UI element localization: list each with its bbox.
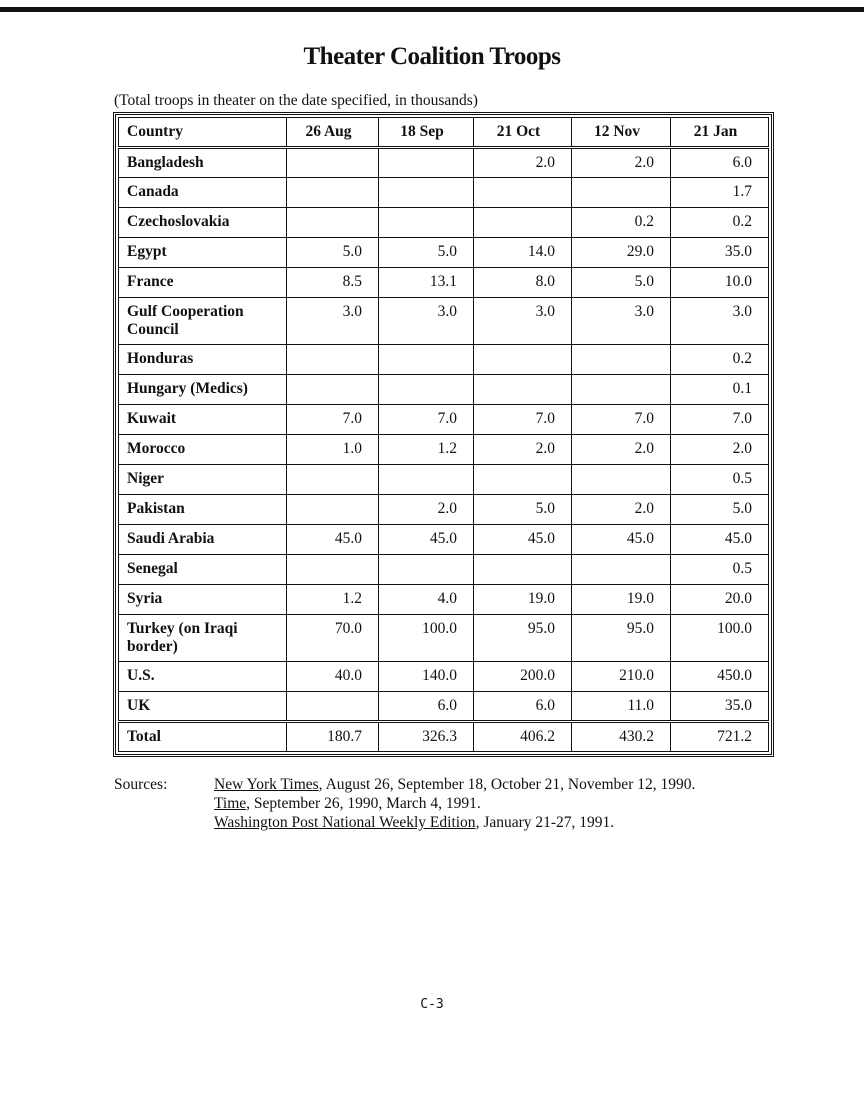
value-cell: 200.0 — [474, 662, 572, 692]
country-cell: Senegal — [119, 555, 287, 585]
value-cell: 7.0 — [287, 405, 379, 435]
value-cell: 0.1 — [671, 375, 769, 405]
table-row — [119, 405, 769, 435]
country-cell: Turkey (on Iraqi border) — [119, 615, 287, 662]
value-cell: 8.5 — [287, 268, 379, 298]
value-cell — [379, 375, 474, 405]
column-header-date: 26 Aug — [287, 118, 379, 148]
value-cell — [287, 178, 379, 208]
page-title: Theater Coalition Troops — [303, 43, 561, 70]
value-cell: 7.0 — [572, 405, 671, 435]
value-cell — [379, 148, 474, 178]
value-cell: 1.0 — [287, 435, 379, 465]
country-cell: Total — [119, 722, 287, 752]
country-cell: Morocco — [119, 435, 287, 465]
value-cell — [572, 375, 671, 405]
country-cell: Gulf Cooperation Council — [119, 298, 287, 345]
value-cell: 2.0 — [572, 148, 671, 178]
value-cell — [474, 178, 572, 208]
value-cell — [474, 375, 572, 405]
value-cell: 10.0 — [671, 268, 769, 298]
value-cell: 7.0 — [474, 405, 572, 435]
value-cell: 100.0 — [379, 615, 474, 662]
value-cell — [287, 465, 379, 495]
value-cell: 3.0 — [287, 298, 379, 345]
value-cell — [379, 208, 474, 238]
value-cell: 140.0 — [379, 662, 474, 692]
table-row — [119, 148, 769, 178]
table-row — [119, 178, 769, 208]
value-cell: 5.0 — [474, 495, 572, 525]
value-cell: 3.0 — [474, 298, 572, 345]
value-cell: 3.0 — [379, 298, 474, 345]
table-caption: (Total troops in theater on the date specified, in thousands) — [114, 92, 478, 109]
value-cell: 0.2 — [572, 208, 671, 238]
table-row — [119, 375, 769, 405]
source-publication: New York Times — [214, 776, 319, 793]
country-cell: Canada — [119, 178, 287, 208]
column-header-country: Country — [119, 118, 287, 148]
value-cell: 3.0 — [671, 298, 769, 345]
table-row — [119, 238, 769, 268]
page-number: C-3 — [420, 997, 444, 1012]
table-row — [119, 585, 769, 615]
table-row — [119, 495, 769, 525]
value-cell: 326.3 — [379, 722, 474, 752]
value-cell: 45.0 — [287, 525, 379, 555]
value-cell: 2.0 — [379, 495, 474, 525]
value-cell: 2.0 — [474, 435, 572, 465]
value-cell — [379, 555, 474, 585]
value-cell: 2.0 — [474, 148, 572, 178]
value-cell — [287, 495, 379, 525]
column-header-date: 12 Nov — [572, 118, 671, 148]
value-cell: 0.5 — [671, 555, 769, 585]
country-cell: Bangladesh — [119, 148, 287, 178]
value-cell — [287, 148, 379, 178]
value-cell: 1.7 — [671, 178, 769, 208]
value-cell — [474, 345, 572, 375]
value-cell: 100.0 — [671, 615, 769, 662]
value-cell: 406.2 — [474, 722, 572, 752]
value-cell: 5.0 — [287, 238, 379, 268]
country-cell: France — [119, 268, 287, 298]
value-cell: 180.7 — [287, 722, 379, 752]
value-cell: 40.0 — [287, 662, 379, 692]
value-cell: 6.0 — [474, 692, 572, 722]
value-cell — [287, 345, 379, 375]
table-row — [119, 268, 769, 298]
value-cell — [572, 178, 671, 208]
value-cell: 14.0 — [474, 238, 572, 268]
value-cell: 5.0 — [671, 495, 769, 525]
value-cell: 721.2 — [671, 722, 769, 752]
value-cell: 210.0 — [572, 662, 671, 692]
country-cell: Kuwait — [119, 405, 287, 435]
source-item — [214, 775, 864, 794]
value-cell: 2.0 — [671, 435, 769, 465]
value-cell — [474, 555, 572, 585]
value-cell: 13.1 — [379, 268, 474, 298]
table-row — [119, 615, 769, 662]
sources — [114, 775, 864, 832]
value-cell: 450.0 — [671, 662, 769, 692]
value-cell: 95.0 — [474, 615, 572, 662]
value-cell: 0.2 — [671, 345, 769, 375]
value-cell: 0.2 — [671, 208, 769, 238]
value-cell: 45.0 — [572, 525, 671, 555]
value-cell: 29.0 — [572, 238, 671, 268]
source-publication: Washington Post National Weekly Edition — [214, 814, 476, 831]
country-cell: Saudi Arabia — [119, 525, 287, 555]
value-cell — [379, 345, 474, 375]
value-cell: 45.0 — [474, 525, 572, 555]
table-row — [119, 208, 769, 238]
value-cell — [287, 208, 379, 238]
value-cell: 7.0 — [379, 405, 474, 435]
column-header-date: 21 Jan — [671, 118, 769, 148]
value-cell — [474, 465, 572, 495]
table-row — [119, 662, 769, 692]
value-cell: 20.0 — [671, 585, 769, 615]
value-cell: 2.0 — [572, 495, 671, 525]
value-cell: 45.0 — [379, 525, 474, 555]
source-dates: , September 26, 1990, March 4, 1991. — [246, 795, 481, 812]
troops-table-frame — [113, 112, 774, 757]
column-header-date: 21 Oct — [474, 118, 572, 148]
value-cell — [287, 692, 379, 722]
table-row — [119, 465, 769, 495]
value-cell: 4.0 — [379, 585, 474, 615]
table-header-row — [119, 118, 769, 148]
source-item — [214, 794, 864, 813]
value-cell: 1.2 — [379, 435, 474, 465]
value-cell: 35.0 — [671, 238, 769, 268]
value-cell: 19.0 — [474, 585, 572, 615]
value-cell — [572, 465, 671, 495]
value-cell: 19.0 — [572, 585, 671, 615]
country-cell: Honduras — [119, 345, 287, 375]
value-cell: 6.0 — [379, 692, 474, 722]
sources-list — [214, 775, 864, 832]
value-cell: 6.0 — [671, 148, 769, 178]
country-cell: Hungary (Medics) — [119, 375, 287, 405]
value-cell: 11.0 — [572, 692, 671, 722]
source-item — [214, 813, 864, 832]
value-cell: 430.2 — [572, 722, 671, 752]
source-dates: , August 26, September 18, October 21, November 12, 1990. — [318, 776, 696, 793]
value-cell: 1.2 — [287, 585, 379, 615]
value-cell — [287, 555, 379, 585]
table-row — [119, 435, 769, 465]
total-row — [119, 722, 769, 752]
value-cell: 5.0 — [379, 238, 474, 268]
sources-label: Sources: — [114, 776, 168, 793]
value-cell — [287, 375, 379, 405]
country-cell: Czechoslovakia — [119, 208, 287, 238]
value-cell: 3.0 — [572, 298, 671, 345]
source-publication: Time — [214, 795, 247, 812]
troops-table — [118, 117, 769, 752]
table-row — [119, 298, 769, 345]
value-cell: 7.0 — [671, 405, 769, 435]
table-row — [119, 345, 769, 375]
country-cell: Syria — [119, 585, 287, 615]
source-dates: , January 21-27, 1991. — [475, 814, 615, 831]
table-row — [119, 525, 769, 555]
value-cell: 95.0 — [572, 615, 671, 662]
country-cell: Niger — [119, 465, 287, 495]
value-cell: 2.0 — [572, 435, 671, 465]
value-cell — [379, 178, 474, 208]
value-cell — [474, 208, 572, 238]
value-cell: 45.0 — [671, 525, 769, 555]
value-cell: 5.0 — [572, 268, 671, 298]
table-row — [119, 692, 769, 722]
column-header-date: 18 Sep — [379, 118, 474, 148]
value-cell — [572, 345, 671, 375]
table-row — [119, 555, 769, 585]
value-cell: 0.5 — [671, 465, 769, 495]
value-cell: 35.0 — [671, 692, 769, 722]
country-cell: Pakistan — [119, 495, 287, 525]
value-cell — [572, 555, 671, 585]
country-cell: U.S. — [119, 662, 287, 692]
country-cell: Egypt — [119, 238, 287, 268]
value-cell: 70.0 — [287, 615, 379, 662]
value-cell — [379, 465, 474, 495]
country-cell: UK — [119, 692, 287, 722]
value-cell: 8.0 — [474, 268, 572, 298]
